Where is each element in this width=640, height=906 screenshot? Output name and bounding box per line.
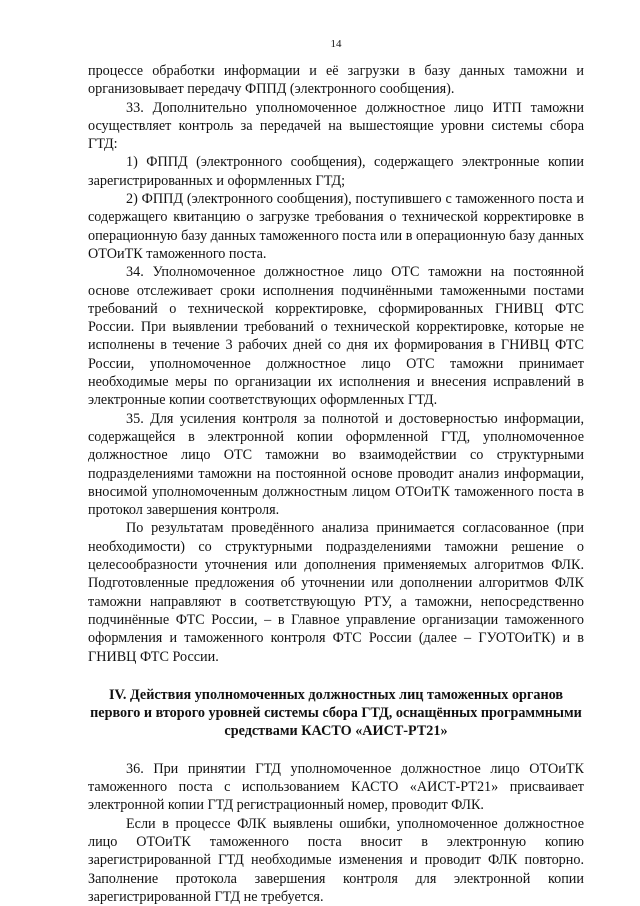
paragraph-36: 36. При принятии ГТД уполномоченное должностное лицо ОТОиТК таможенного поста с использованием КАСТО «АИСТ-РТ21» присваивает электронной копии ГТД регистрационный номер, проводит ФЛК. (88, 760, 584, 814)
paragraph-analysis-results: По результатам проведённого анализа принимается согласованное (при необходимости) со структурными подразделениями таможни решение о целесообразности уточнения или дополнения применяемых алгоритмов ФЛК. Подготовленные предложения об уточнении или дополнении алгоритмов ФЛК таможни направляют в соответствующую РТУ, а таможни, непосредственно подчинённые ФТС России, – в Главное управление организации таможенного оформления и таможенного контроля ФТС России (далее – ГУОТОиТК) и в ГНИВЦ ФТС России. (88, 520, 584, 665)
paragraph-35: 35. Для усиления контроля за полнотой и достоверностью информации, содержащейся в электронной копии оформленной ГТД, уполномоченное должностное лицо ОТС таможни во взаимодействии со структурными подразделениями таможни на постоянной основе проводит анализ информации, вносимой уполномоченным должностным лицом ОТОиТК таможенного поста в протокол завершения контроля. (88, 410, 584, 519)
list-item-1: 1) ФППД (электронного сообщения), содержащего электронные копии зарегистрированных и оформленных ГТД; (88, 154, 584, 189)
list-item-2: 2) ФППД (электронного сообщения), поступившего с таможенного поста и содержащего квитанцию о загрузке требования о технической корректировке в операционную базу данных таможенного поста или в операционную базу данных ОТОиТК таможенного поста. (88, 191, 584, 262)
paragraph-34: 34. Уполномоченное должностное лицо ОТС таможни на постоянной основе отслеживает сроки исполнения подчинёнными таможенными постами требований о технической корректировке, сформированных ГНИВЦ ФТС России. При выявлении требований о технической корректировке, которые не исполнены в течение 3 рабочих дней со дня их формирования в ГНИВЦ ФТС России, уполномоченное должностное лицо ОТС таможни принимает необходимые меры по организации их исполнения и внесения исправлений в электронные копии соответствующих оформленных ГТД. (88, 264, 584, 409)
paragraph-33: 33. Дополнительно уполномоченное должностное лицо ИТП таможни осуществляет контроль за передачей на вышестоящие уровни системы сбора ГТД: (88, 99, 584, 153)
document-body (88, 62, 584, 906)
paragraph-flk-errors: Если в процессе ФЛК выявлены ошибки, уполномоченное должностное лицо ОТОиТК таможенного поста вносит в электронную копию зарегистрированной ГТД необходимые изменения и проводит ФЛК повторно. Заполнение протокола завершения контроля для электронной копии зарегистрированной ГТД не требуется. (88, 815, 584, 905)
page-number: 14 (330, 38, 342, 50)
section-heading: IV. Действия уполномоченных должностных лиц таможенных органов первого и второго уровней системы сбора ГТД, оснащённых программными средствами КАСТО «АИСТ-РТ21» (90, 686, 582, 739)
paragraph-continuation: процессе обработки информации и её загрузки в базу данных таможни и организовывает передачу ФППД (электронного сообщения). (88, 63, 584, 98)
